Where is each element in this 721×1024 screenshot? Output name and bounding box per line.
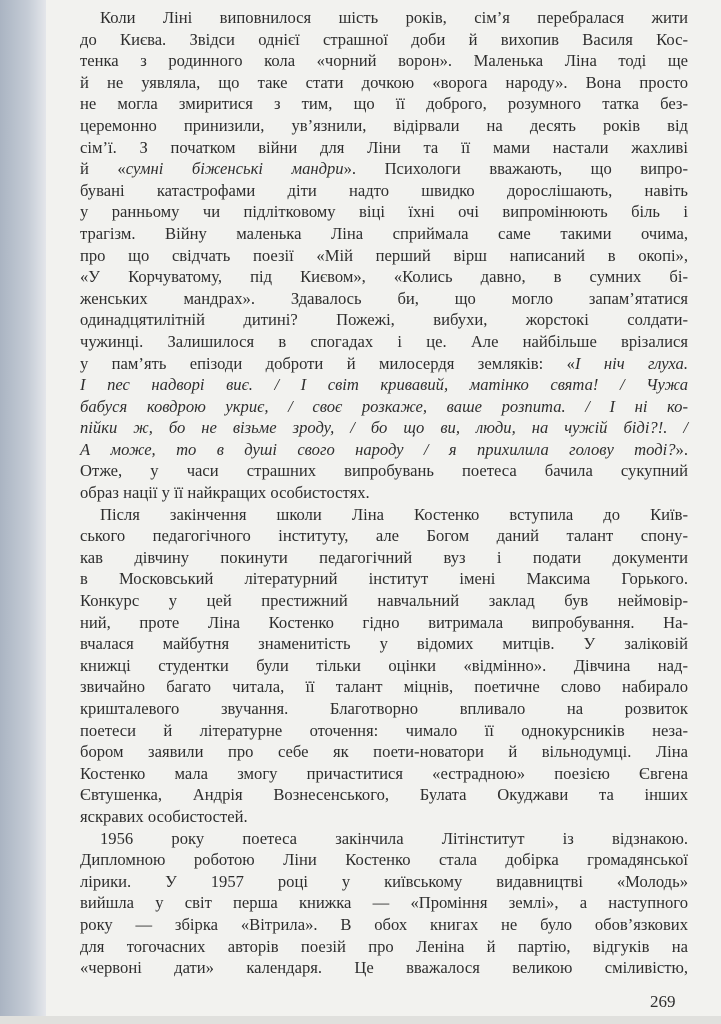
text-line [80, 288, 688, 310]
text-segment: церемонно принизили, ув’язнили, відірвали на десять років від [80, 115, 688, 135]
text-segment: у пам’ять епізоди доброти й милосердя земляків: « [80, 353, 575, 373]
text-line [80, 892, 688, 914]
text-segment: Конкурс у цей престижний навчальний заклад був неймовір- [80, 591, 688, 611]
text-line [80, 353, 688, 375]
text-segment: чужинці. Залишилося в спогадах і це. Але найбільше врізалися [80, 331, 688, 351]
text-line [80, 72, 688, 94]
text-segment: й не уявляла, що таке стати дочкою «ворога народу». Вона просто [80, 72, 688, 92]
text-line [80, 676, 688, 698]
text-line [80, 655, 688, 677]
text-line [80, 763, 688, 785]
text-segment: для тогочасних авторів поезій про Леніна й партію, відгуків на [80, 936, 688, 956]
text-segment: Коли Ліні виповнилося шість років, сім’я перебралася жити [100, 8, 688, 27]
text-segment: женських мандрах». Здавалось би, що могло запам’ятатися [80, 288, 688, 308]
text-segment: Після закінчення школи Ліна Костенко вступила до Київ- [100, 504, 688, 524]
text-line [80, 201, 688, 223]
text-line [80, 957, 688, 979]
text-line [80, 180, 688, 202]
paragraph [80, 828, 688, 979]
text-segment: й « [80, 159, 126, 179]
page-bottom-edge [0, 1016, 721, 1024]
text-segment: поетеси й літературне оточення: чимало її однокурсників неза- [80, 720, 688, 740]
text-line [80, 137, 688, 159]
text-line [80, 93, 688, 115]
text-segment: звичайно багато читала, її талант міцнів, поетичне слово набирало [80, 677, 688, 697]
text-segment: одинадцятилітній дитині? Пожежі, вибухи, жорстокі солдати- [80, 310, 688, 330]
text-line [80, 158, 688, 180]
italic-quote: А може, то в душі свого народу / я прихилила голову тоді? [80, 439, 676, 459]
italic-quote: бабуся ковдрою укриє, / своє розкаже, ваше розпита. / І ні ко- [80, 396, 688, 416]
text-line [80, 806, 688, 828]
text-segment: в Московський літературний інститут імені Максима Горького. [80, 569, 688, 589]
text-segment: у ранньому чи підлітковому віці їхні очі випромінюють біль і [80, 202, 688, 222]
text-line [80, 590, 688, 612]
text-segment: бувані катастрофами діти надто швидко дорослішають, навіть [80, 180, 688, 200]
text-segment: про що свідчать поезії «Мій перший вірш написаний в окопі», [80, 245, 688, 265]
text-segment: кав дівчину покинути педагогічний вуз і подати документи [80, 547, 688, 567]
text-segment: вчалася майбутня знаменитість у відомих митців. У заліковій [80, 634, 688, 654]
text-segment: образ нації у її найкращих особистостях. [80, 483, 370, 503]
text-segment: Костенко мала змогу причаститися «естрадною» поезією Євгена [80, 763, 688, 783]
text-segment: трагізм. Війну маленька Ліна сприймала саме такими очима, [80, 223, 688, 243]
text-line [80, 29, 688, 51]
body-text [80, 7, 688, 979]
text-segment: тенка з родинного кола «чорний ворон». Маленька Ліна тоді ще [80, 51, 688, 71]
text-line [80, 914, 688, 936]
text-line [80, 612, 688, 634]
text-segment: Дипломною роботою Ліни Костенко стала добірка громадянської [80, 850, 688, 870]
text-segment: 1956 року поетеса закінчила Літінститут із відзнакою. [100, 828, 688, 848]
italic-quote: І ніч глуха. [574, 353, 688, 373]
text-line [80, 568, 688, 590]
text-segment: ського педагогічного інституту, але Богом даний талант спону- [80, 526, 688, 546]
text-segment: яскравих особистостей. [80, 806, 248, 826]
text-segment: Отже, у часи страшних випробувань поетеса бачила сукупний [80, 461, 688, 481]
text-line [80, 720, 688, 742]
text-segment: ». Психологи вважають, що випро- [343, 159, 688, 179]
text-segment: лірики. У 1957 році у київському видавництві «Молодь» [80, 871, 688, 891]
text-line [80, 223, 688, 245]
text-line [80, 439, 688, 461]
text-line [80, 309, 688, 331]
text-line [80, 784, 688, 806]
page-binding-edge [0, 0, 46, 1024]
text-segment: сім’ї. З початком війни для Ліни та її мами настали жахливі [80, 137, 688, 157]
text-segment: року — збірка «Вітрила». В обох книгах не було обов’язкових [80, 914, 688, 934]
text-line [80, 266, 688, 288]
page-number: 269 [650, 992, 676, 1011]
text-segment: «У Корчуватому, під Києвом», «Колись давно, в сумних бі- [80, 267, 688, 287]
italic-quote: І пес надворі виє. / І світ кривавий, матінко свята! / Чужа [80, 375, 688, 395]
text-line [80, 374, 688, 396]
text-segment: книжці студентки були тільки оцінки «відмінно». Дівчина над- [80, 655, 688, 675]
text-segment: кришталевого звучання. Благотворно впливало на розвиток [80, 699, 688, 718]
text-line [80, 245, 688, 267]
text-segment: не могла змиритися з тим, що її доброго, розумного татка без- [80, 94, 688, 114]
italic-quote: сумні біженські мандри [125, 159, 344, 179]
text-segment: вийшла у світ перша книжка — «Проміння землі», а наступного [80, 893, 688, 913]
text-segment: бором заявили про себе як поети-новатори й вільнодумці. Ліна [80, 742, 688, 762]
text-line [80, 633, 688, 655]
text-line [80, 417, 688, 439]
text-line [80, 396, 688, 418]
text-line [80, 460, 688, 482]
paragraph [80, 7, 688, 504]
text-line [80, 828, 688, 850]
text-segment: до Києва. Звідси однієї страшної доби й вихопив Василя Кос- [80, 29, 688, 49]
text-line [80, 525, 688, 547]
text-line [80, 849, 688, 871]
text-line [80, 7, 688, 29]
text-segment: «червоні дати» календаря. Це вважалося великою сміливістю, [80, 958, 688, 978]
text-line [80, 698, 688, 720]
text-line [80, 115, 688, 137]
italic-quote: пійки ж, бо не візьме зроду, / бо що ви, люди, на чужій біді?!. / [80, 418, 688, 438]
text-line [80, 871, 688, 893]
paragraph [80, 504, 688, 828]
text-line [80, 547, 688, 569]
text-segment: ний, проте Ліна Костенко гідно витримала випробування. На- [80, 612, 688, 632]
text-segment: Євтушенка, Андрія Вознесенського, Булата Окуджави та інших [80, 785, 688, 805]
text-line [80, 50, 688, 72]
text-line [80, 936, 688, 958]
text-line [80, 482, 688, 504]
text-line [80, 331, 688, 353]
text-segment: ». [675, 439, 688, 459]
text-line [80, 504, 688, 526]
text-line [80, 741, 688, 763]
